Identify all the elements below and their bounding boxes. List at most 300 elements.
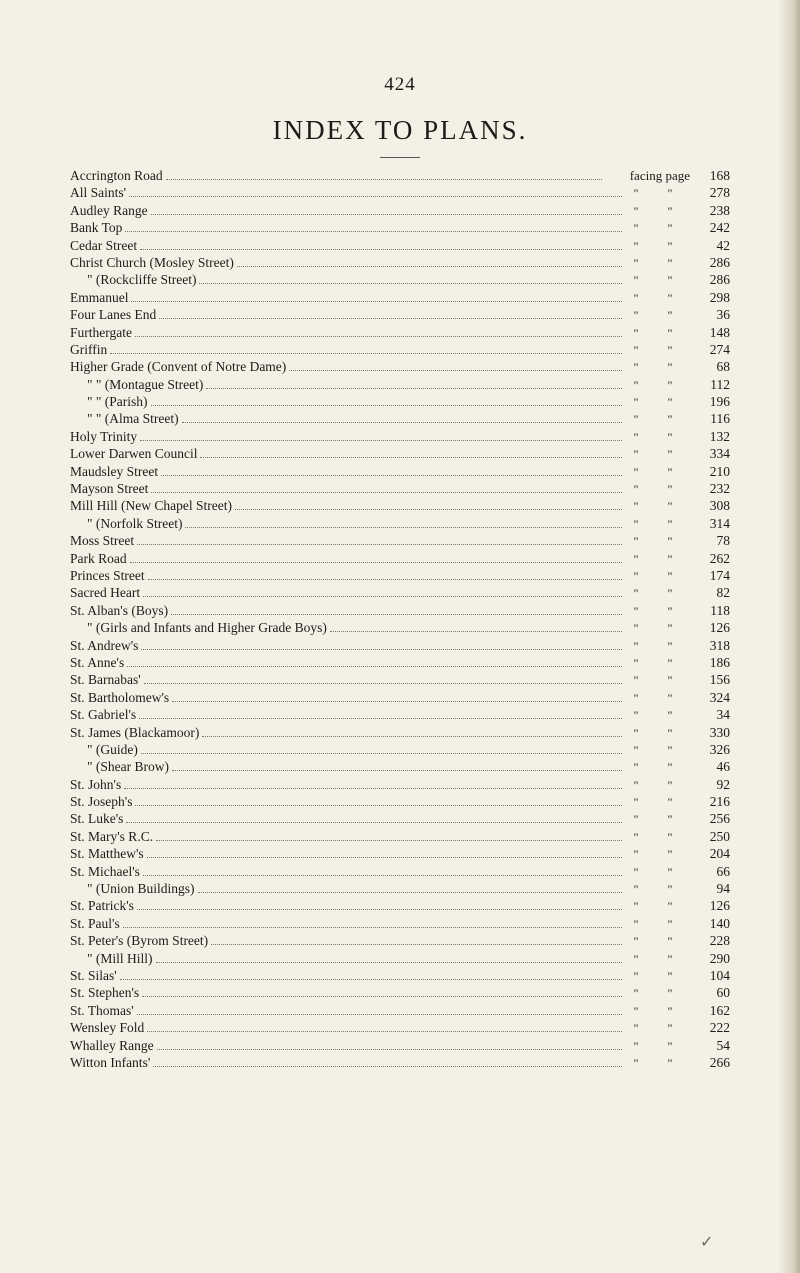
ditto-mark: " <box>633 290 639 305</box>
ditto-mark: " <box>667 1021 673 1036</box>
index-entry <box>70 706 730 723</box>
entry-page-number: 60 <box>716 985 730 1001</box>
index-entry <box>70 445 730 462</box>
entry-name: Audley Range <box>70 202 148 218</box>
ditto-mark: " <box>633 186 639 201</box>
ditto-mark: " <box>633 621 639 636</box>
entry-page-number: 222 <box>709 1020 730 1036</box>
page-spine-shadow <box>778 0 800 1273</box>
dot-leader <box>143 596 622 597</box>
entry-name: Christ Church (Mosley Street) <box>70 254 234 270</box>
entry-name: Accrington Road <box>70 168 163 183</box>
index-entry <box>70 254 730 271</box>
entry-name: St. Gabriel's <box>70 707 137 723</box>
entry-name: " (Rockcliffe Street) <box>87 272 197 288</box>
entry-name: St. Paul's <box>70 915 120 931</box>
ditto-mark: " <box>667 447 673 462</box>
ditto-mark: " <box>667 290 673 305</box>
dot-leader <box>137 1014 622 1015</box>
ditto-mark: " <box>667 568 673 583</box>
ditto-mark: " <box>667 395 673 410</box>
ditto-mark: " <box>633 882 639 897</box>
entry-name: St. Stephen's <box>70 985 140 1001</box>
index-entry <box>70 950 730 967</box>
entry-name: " (Union Buildings) <box>87 881 195 897</box>
ditto-mark: " <box>633 795 639 810</box>
ditto-mark: " <box>667 221 673 236</box>
ditto-mark: " <box>633 482 639 497</box>
ditto-mark: " <box>633 447 639 462</box>
index-entry <box>70 967 730 984</box>
index-entry <box>70 428 730 445</box>
dot-leader <box>129 196 622 197</box>
index-entry <box>70 671 730 688</box>
entry-page-number: 210 <box>709 463 730 479</box>
index-entry <box>70 567 730 584</box>
ditto-mark: " <box>667 934 673 949</box>
entry-page-number: 168 <box>709 168 730 183</box>
dot-leader <box>289 370 622 371</box>
ditto-mark: " <box>667 986 673 1001</box>
ditto-mark: " <box>633 742 639 757</box>
entry-name: St. John's <box>70 776 122 792</box>
entry-name: " " (Alma Street) <box>87 411 179 427</box>
entry-page-number: 36 <box>716 307 730 323</box>
dot-leader <box>235 509 622 510</box>
dot-leader <box>161 475 622 476</box>
ditto-mark: " <box>667 760 673 775</box>
index-entry <box>70 724 730 741</box>
ditto-mark: " <box>633 638 639 653</box>
entry-page-number: 132 <box>709 428 730 444</box>
ditto-mark: " <box>667 847 673 862</box>
index-entry <box>70 845 730 862</box>
index-entry <box>70 532 730 549</box>
entry-page-number: 262 <box>709 550 730 566</box>
ditto-mark: " <box>667 742 673 757</box>
ditto-mark: " <box>633 916 639 931</box>
entry-page-number: 204 <box>709 846 730 862</box>
entry-page-number: 42 <box>716 237 730 253</box>
entry-page-number: 186 <box>709 654 730 670</box>
ditto-mark: " <box>633 690 639 705</box>
ditto-mark: " <box>667 673 673 688</box>
ditto-mark: " <box>667 899 673 914</box>
entry-page-number: 228 <box>709 933 730 949</box>
ditto-mark: " <box>633 934 639 949</box>
ditto-mark: " <box>667 377 673 392</box>
entry-page-number: 286 <box>709 272 730 288</box>
entry-page-number: 334 <box>709 446 730 462</box>
ditto-mark: " <box>633 812 639 827</box>
ditto-mark: " <box>633 429 639 444</box>
ditto-mark: " <box>633 238 639 253</box>
entry-page-number: 116 <box>710 411 730 427</box>
entry-name: Park Road <box>70 550 127 566</box>
index-entry <box>70 271 730 288</box>
ditto-mark: " <box>633 847 639 862</box>
ditto-mark: " <box>667 864 673 879</box>
entry-name: St. Matthew's <box>70 846 144 862</box>
index-entry <box>70 984 730 1001</box>
index-entry <box>70 167 730 184</box>
ditto-mark: " <box>633 395 639 410</box>
dot-leader <box>153 1066 622 1067</box>
index-entry <box>70 497 730 514</box>
ditto-mark: " <box>633 655 639 670</box>
ditto-mark: " <box>633 360 639 375</box>
ditto-mark: " <box>633 342 639 357</box>
ditto-mark: " <box>667 534 673 549</box>
ditto-mark: " <box>667 882 673 897</box>
entry-name: Four Lanes End <box>70 307 157 323</box>
ditto-mark: " <box>667 603 673 618</box>
dot-leader <box>124 788 622 789</box>
ditto-mark: " <box>633 1003 639 1018</box>
ditto-mark: " <box>667 951 673 966</box>
dot-leader <box>126 822 622 823</box>
entry-page-number: 216 <box>709 794 730 810</box>
entry-page-number: 68 <box>716 359 730 375</box>
dot-leader <box>125 231 622 232</box>
dot-leader <box>127 666 622 667</box>
index-entry <box>70 758 730 775</box>
page-title: INDEX TO PLANS. <box>272 115 528 145</box>
ditto-mark: " <box>667 829 673 844</box>
entry-name: " (Girls and Infants and Higher Grade Boys) <box>87 620 327 636</box>
dot-leader <box>144 683 622 684</box>
index-entry <box>70 184 730 201</box>
entry-name: " (Guide) <box>87 741 138 757</box>
ditto-mark: " <box>633 586 639 601</box>
ditto-mark: " <box>667 412 673 427</box>
ditto-mark: " <box>633 968 639 983</box>
ditto-mark: " <box>667 499 673 514</box>
dot-leader <box>171 614 622 615</box>
entry-name: Witton Infants' <box>70 1054 151 1070</box>
entry-page-number: 156 <box>709 672 730 688</box>
entry-name: St. Luke's <box>70 811 124 827</box>
index-list <box>70 167 730 1071</box>
index-entry <box>70 602 730 619</box>
entry-page-number: 174 <box>709 567 730 583</box>
ditto-mark: " <box>633 1055 639 1070</box>
entry-page-number: 46 <box>716 759 730 775</box>
ditto-mark: " <box>633 829 639 844</box>
entry-page-number: 326 <box>709 741 730 757</box>
ditto-mark: " <box>633 725 639 740</box>
entry-name: Sacred Heart <box>70 585 141 601</box>
entry-name: St. Alban's (Boys) <box>70 602 169 618</box>
entry-name: " " (Montague Street) <box>87 376 204 392</box>
dot-leader <box>135 805 622 806</box>
entry-name: Moss Street <box>70 533 135 549</box>
index-entry <box>70 915 730 932</box>
ditto-mark: " <box>633 1021 639 1036</box>
ditto-mark: " <box>667 255 673 270</box>
index-entry <box>70 1054 730 1071</box>
entry-page-number: 242 <box>709 220 730 236</box>
entry-page-number: 104 <box>709 967 730 983</box>
entry-name: " (Norfolk Street) <box>87 515 183 531</box>
entry-name: St. Bartholomew's <box>70 689 170 705</box>
entry-page-number: 298 <box>709 289 730 305</box>
index-entry <box>70 689 730 706</box>
index-entry <box>70 654 730 671</box>
index-entry <box>70 776 730 793</box>
facing-page-label: facing page <box>629 168 690 183</box>
dot-leader <box>147 1031 622 1032</box>
dot-leader <box>147 857 622 858</box>
dot-leader <box>211 944 622 945</box>
library-stamp-icon: ✓ <box>700 1234 714 1251</box>
ditto-mark: " <box>667 325 673 340</box>
dot-leader <box>151 405 622 406</box>
entry-name: St. James (Blackamoor) <box>70 724 200 740</box>
entry-name: St. Michael's <box>70 863 140 879</box>
dot-leader <box>172 770 622 771</box>
dot-leader <box>199 283 622 284</box>
entry-page-number: 318 <box>709 637 730 653</box>
entry-page-number: 250 <box>709 828 730 844</box>
ditto-mark: " <box>633 551 639 566</box>
ditto-mark: " <box>667 203 673 218</box>
ditto-mark: " <box>633 760 639 775</box>
entry-name: " (Mill Hill) <box>87 950 153 966</box>
entry-page-number: 278 <box>709 185 730 201</box>
entry-name: All Saints' <box>70 185 127 201</box>
index-entry <box>70 897 730 914</box>
dot-leader <box>202 736 622 737</box>
index-entry <box>70 863 730 880</box>
dot-leader <box>166 179 602 180</box>
ditto-mark: " <box>667 690 673 705</box>
ditto-mark: " <box>633 568 639 583</box>
entry-page-number: 78 <box>716 533 730 549</box>
index-entry <box>70 932 730 949</box>
index-entry <box>70 376 730 393</box>
ditto-mark: " <box>633 603 639 618</box>
index-entry <box>70 341 730 358</box>
ditto-mark: " <box>667 429 673 444</box>
entry-page-number: 94 <box>716 881 730 897</box>
entry-page-number: 112 <box>710 376 730 392</box>
dot-leader <box>110 353 622 354</box>
ditto-mark: " <box>667 464 673 479</box>
ditto-mark: " <box>633 308 639 323</box>
index-entry <box>70 828 730 845</box>
ditto-mark: " <box>667 586 673 601</box>
dot-leader <box>140 249 622 250</box>
index-entry <box>70 393 730 410</box>
ditto-mark: " <box>667 516 673 531</box>
entry-name: St. Barnabas' <box>70 672 141 688</box>
entry-page-number: 118 <box>710 602 730 618</box>
ditto-mark: " <box>667 308 673 323</box>
entry-page-number: 148 <box>709 324 730 340</box>
index-entry <box>70 1019 730 1036</box>
index-entry <box>70 515 730 532</box>
entry-page-number: 54 <box>716 1037 730 1053</box>
index-entry <box>70 584 730 601</box>
entry-page-number: 162 <box>709 1002 730 1018</box>
entry-page-number: 308 <box>709 498 730 514</box>
entry-page-number: 256 <box>709 811 730 827</box>
index-entry <box>70 410 730 427</box>
ditto-mark: " <box>633 777 639 792</box>
ditto-mark: " <box>667 342 673 357</box>
index-entry <box>70 1037 730 1054</box>
dot-leader <box>156 840 622 841</box>
entry-page-number: 196 <box>709 394 730 410</box>
entry-page-number: 238 <box>709 202 730 218</box>
index-entry <box>70 637 730 654</box>
entry-name: St. Thomas' <box>70 1002 134 1018</box>
dot-leader <box>137 544 622 545</box>
index-entry <box>70 480 730 497</box>
ditto-mark: " <box>633 464 639 479</box>
entry-name: Emmanuel <box>70 289 129 305</box>
entry-name: " " (Parish) <box>87 394 148 410</box>
dot-leader <box>141 753 622 754</box>
index-entry <box>70 289 730 306</box>
ditto-mark: " <box>633 221 639 236</box>
entry-page-number: 126 <box>709 620 730 636</box>
ditto-mark: " <box>667 655 673 670</box>
ditto-mark: " <box>667 968 673 983</box>
entry-page-number: 274 <box>709 341 730 357</box>
index-entry <box>70 550 730 567</box>
dot-leader <box>140 440 622 441</box>
ditto-mark: " <box>667 360 673 375</box>
dot-leader <box>139 718 622 719</box>
dot-leader <box>123 927 622 928</box>
entry-name: St. Mary's R.C. <box>70 828 154 844</box>
ditto-mark: " <box>633 864 639 879</box>
title-rule <box>380 157 420 158</box>
ditto-mark: " <box>633 1038 639 1053</box>
ditto-mark: " <box>667 238 673 253</box>
entry-page-number: 82 <box>716 585 730 601</box>
entry-page-number: 34 <box>716 707 730 723</box>
entry-page-number: 324 <box>709 689 730 705</box>
ditto-mark: " <box>633 499 639 514</box>
dot-leader <box>130 562 622 563</box>
ditto-mark: " <box>667 551 673 566</box>
index-entry <box>70 810 730 827</box>
ditto-mark: " <box>667 708 673 723</box>
ditto-mark: " <box>633 673 639 688</box>
ditto-mark: " <box>667 1003 673 1018</box>
ditto-mark: " <box>667 1055 673 1070</box>
entry-name: St. Andrew's <box>70 637 139 653</box>
index-entry <box>70 202 730 219</box>
ditto-mark: " <box>633 273 639 288</box>
dot-leader <box>159 318 622 319</box>
entry-page-number: 66 <box>716 863 730 879</box>
dot-leader <box>200 457 622 458</box>
entry-page-number: 314 <box>709 515 730 531</box>
ditto-mark: " <box>633 951 639 966</box>
ditto-mark: " <box>633 255 639 270</box>
ditto-mark: " <box>633 516 639 531</box>
dot-leader <box>135 336 622 337</box>
entry-name: St. Peter's (Byrom Street) <box>70 933 209 949</box>
ditto-mark: " <box>667 621 673 636</box>
entry-name: Griffin <box>70 341 108 357</box>
ditto-mark: " <box>633 412 639 427</box>
ditto-mark: " <box>667 795 673 810</box>
index-entry <box>70 358 730 375</box>
entry-name: Mayson Street <box>70 481 149 497</box>
dot-leader <box>182 422 622 423</box>
entry-name: Wensley Fold <box>70 1020 145 1036</box>
index-entry <box>70 1002 730 1019</box>
index-entry <box>70 741 730 758</box>
entry-name: Whalley Range <box>70 1037 154 1053</box>
dot-leader <box>206 388 622 389</box>
entry-name: St. Patrick's <box>70 898 134 914</box>
entry-name: Holy Trinity <box>70 428 138 444</box>
ditto-mark: " <box>667 916 673 931</box>
dot-leader <box>141 649 622 650</box>
index-entry <box>70 219 730 236</box>
entry-name: Bank Top <box>70 220 123 236</box>
ditto-mark: " <box>633 203 639 218</box>
index-entry <box>70 324 730 341</box>
dot-leader <box>137 909 622 910</box>
entry-name: St. Joseph's <box>70 794 133 810</box>
dot-leader <box>131 301 622 302</box>
entry-page-number: 232 <box>709 481 730 497</box>
entry-name: Lower Darwen Council <box>70 446 198 462</box>
index-entry <box>70 880 730 897</box>
ditto-mark: " <box>667 1038 673 1053</box>
index-entry <box>70 793 730 810</box>
entry-name: Maudsley Street <box>70 463 159 479</box>
dot-leader <box>120 979 622 980</box>
entry-name: St. Anne's <box>70 654 125 670</box>
entry-name: Higher Grade (Convent of Notre Dame) <box>70 359 287 375</box>
entry-name: Cedar Street <box>70 237 138 253</box>
ditto-mark: " <box>633 534 639 549</box>
ditto-mark: " <box>667 482 673 497</box>
dot-leader <box>330 631 622 632</box>
dot-leader <box>185 527 622 528</box>
index-entry <box>70 463 730 480</box>
entry-page-number: 140 <box>709 915 730 931</box>
ditto-mark: " <box>667 273 673 288</box>
dot-leader <box>151 214 622 215</box>
dot-leader <box>142 996 622 997</box>
entry-page-number: 266 <box>709 1054 730 1070</box>
ditto-mark: " <box>667 777 673 792</box>
dot-leader <box>198 892 622 893</box>
entry-name: Furthergate <box>70 324 132 340</box>
dot-leader <box>151 492 622 493</box>
ditto-mark: " <box>633 708 639 723</box>
ditto-mark: " <box>667 725 673 740</box>
entry-name: " (Shear Brow) <box>87 759 169 775</box>
entry-name: St. Silas' <box>70 967 117 983</box>
entry-page-number: 290 <box>709 950 730 966</box>
dot-leader <box>143 875 622 876</box>
ditto-mark: " <box>667 812 673 827</box>
ditto-mark: " <box>633 899 639 914</box>
entry-page-number: 286 <box>709 254 730 270</box>
entry-page-number: 126 <box>709 898 730 914</box>
index-entry <box>70 237 730 254</box>
